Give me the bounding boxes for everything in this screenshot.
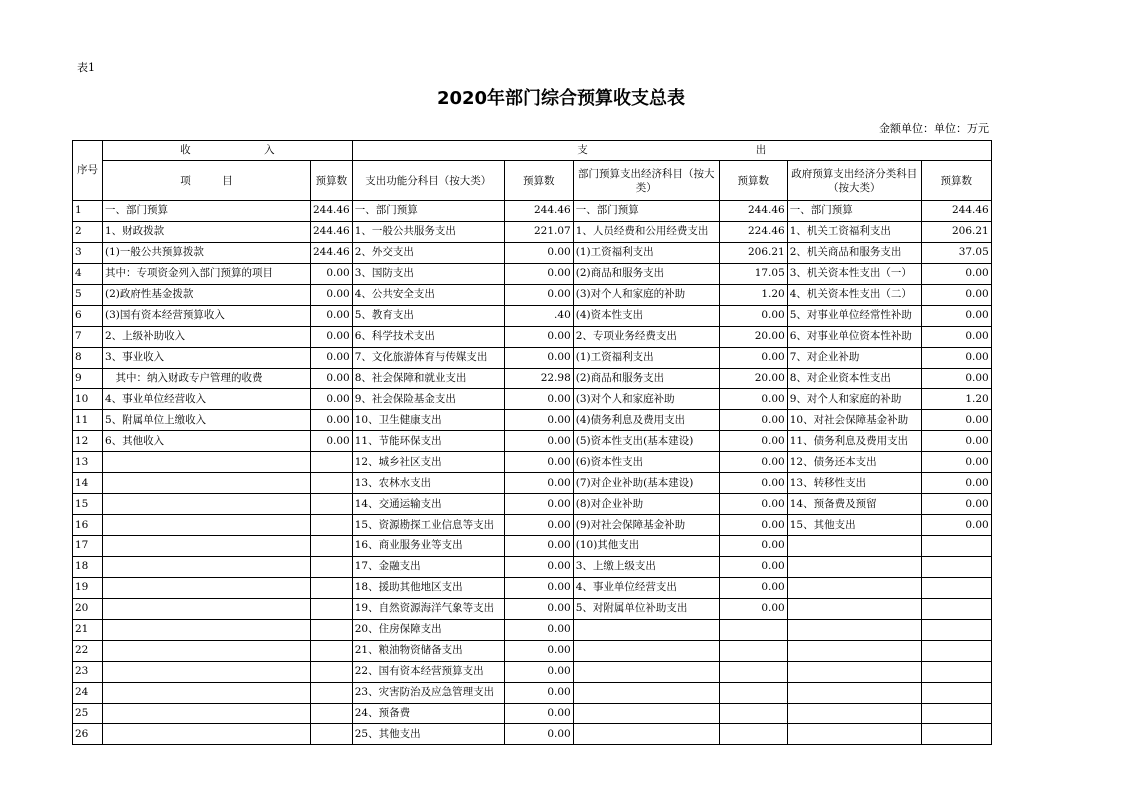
gov-economic-budget-cell bbox=[921, 682, 991, 703]
dept-economic-category-cell: 3、上缴上级支出 bbox=[573, 556, 719, 577]
function-budget-cell: 0.00 bbox=[504, 640, 573, 661]
function-budget-cell: 0.00 bbox=[504, 515, 573, 536]
gov-economic-budget-cell bbox=[921, 703, 991, 724]
income-item-cell bbox=[103, 494, 311, 515]
gov-economic-category-cell bbox=[787, 661, 921, 682]
gov-economic-budget-cell: 0.00 bbox=[921, 515, 991, 536]
row-number-cell: 10 bbox=[73, 389, 103, 410]
dept-economic-category-cell: (3)对个人和家庭补助 bbox=[573, 389, 719, 410]
row-number-cell: 23 bbox=[73, 661, 103, 682]
dept-economic-budget-cell bbox=[719, 619, 787, 640]
dept-economic-budget-cell: 224.46 bbox=[719, 221, 787, 242]
income-budget-cell: 0.00 bbox=[311, 410, 353, 431]
row-number-cell: 2 bbox=[73, 221, 103, 242]
gov-economic-budget-cell: 0.00 bbox=[921, 473, 991, 494]
function-category-cell: 8、社会保障和就业支出 bbox=[352, 368, 504, 389]
dept-economic-category-cell: (7)对企业补助(基本建设) bbox=[573, 473, 719, 494]
dept-economic-category-cell: (10)其他支出 bbox=[573, 536, 719, 557]
dept-economic-category-cell bbox=[573, 661, 719, 682]
income-budget-cell bbox=[311, 661, 353, 682]
dept-economic-budget-cell: 1.20 bbox=[719, 284, 787, 305]
function-category-cell: 12、城乡社区支出 bbox=[352, 452, 504, 473]
row-number-cell: 18 bbox=[73, 556, 103, 577]
income-budget-cell bbox=[311, 452, 353, 473]
row-number-cell: 20 bbox=[73, 598, 103, 619]
dept-economic-budget-cell: 0.00 bbox=[719, 473, 787, 494]
row-number-cell: 14 bbox=[73, 473, 103, 494]
function-budget-cell: 0.00 bbox=[504, 598, 573, 619]
dept-economic-budget-cell: 0.00 bbox=[719, 577, 787, 598]
income-item-cell bbox=[103, 536, 311, 557]
function-budget-cell: 0.00 bbox=[504, 410, 573, 431]
gov-economic-budget-cell bbox=[921, 724, 991, 745]
income-budget-cell: 0.00 bbox=[311, 326, 353, 347]
row-number-cell: 16 bbox=[73, 515, 103, 536]
income-item-cell bbox=[103, 724, 311, 745]
gov-economic-category-cell: 5、对事业单位经常性补助 bbox=[787, 305, 921, 326]
gov-economic-category-cell: 7、对企业补助 bbox=[787, 347, 921, 368]
dept-economic-category-cell: (8)对企业补助 bbox=[573, 494, 719, 515]
gov-economic-budget-cell: 0.00 bbox=[921, 431, 991, 452]
income-item-cell: (1)一般公共预算拨款 bbox=[103, 242, 311, 263]
table-row bbox=[73, 263, 992, 284]
dept-economic-budget-cell bbox=[719, 661, 787, 682]
dept-economic-category-cell: (1)工资福利支出 bbox=[573, 347, 719, 368]
seq-header: 序号 bbox=[73, 141, 103, 201]
gov-economic-budget-cell: 0.00 bbox=[921, 305, 991, 326]
income-budget-cell: 0.00 bbox=[311, 263, 353, 284]
table-row bbox=[73, 536, 992, 557]
function-category-cell: 19、自然资源海洋气象等支出 bbox=[352, 598, 504, 619]
dept-economic-budget-cell: 0.00 bbox=[719, 494, 787, 515]
row-number-cell: 25 bbox=[73, 703, 103, 724]
dept-economic-category-cell: (2)商品和服务支出 bbox=[573, 368, 719, 389]
income-item-cell: 6、其他收入 bbox=[103, 431, 311, 452]
income-item-cell bbox=[103, 703, 311, 724]
function-category-cell: 16、商业服务业等支出 bbox=[352, 536, 504, 557]
income-item-cell bbox=[103, 661, 311, 682]
function-category-cell: 11、节能环保支出 bbox=[352, 431, 504, 452]
table-row bbox=[73, 431, 992, 452]
dept-economic-budget-cell: 0.00 bbox=[719, 598, 787, 619]
income-item-cell bbox=[103, 577, 311, 598]
gov-economic-category-cell bbox=[787, 703, 921, 724]
item-header: 项 目 bbox=[103, 161, 311, 201]
table-row bbox=[73, 452, 992, 473]
budget-header-1: 预算数 bbox=[311, 161, 353, 201]
dept-economic-category-cell: 1、人员经费和公用经费支出 bbox=[573, 221, 719, 242]
budget-header-4: 预算数 bbox=[921, 161, 991, 201]
dept-economic-budget-cell: 20.00 bbox=[719, 368, 787, 389]
gov-economic-budget-cell: 0.00 bbox=[921, 284, 991, 305]
table-row bbox=[73, 556, 992, 577]
function-budget-cell: 0.00 bbox=[504, 682, 573, 703]
dept-economic-category-cell: (3)对个人和家庭的补助 bbox=[573, 284, 719, 305]
gov-economic-budget-cell: 0.00 bbox=[921, 410, 991, 431]
income-item-cell: 其中：纳入财政专户管理的收费 bbox=[103, 368, 311, 389]
gov-economic-category-cell: 6、对事业单位资本性补助 bbox=[787, 326, 921, 347]
table-row bbox=[73, 326, 992, 347]
income-budget-cell: 244.46 bbox=[311, 221, 353, 242]
table-number: 表1 bbox=[77, 61, 95, 74]
function-category-cell: 21、粮油物资储备支出 bbox=[352, 640, 504, 661]
dept-economic-category-cell: 一、部门预算 bbox=[573, 201, 719, 222]
row-number-cell: 13 bbox=[73, 452, 103, 473]
function-category-cell: 5、教育支出 bbox=[352, 305, 504, 326]
function-budget-cell: 0.00 bbox=[504, 347, 573, 368]
gov-economic-category-cell bbox=[787, 598, 921, 619]
gov-economic-category-cell bbox=[787, 724, 921, 745]
function-category-cell: 6、科学技术支出 bbox=[352, 326, 504, 347]
income-budget-cell: 0.00 bbox=[311, 305, 353, 326]
dept-economic-category-cell: 2、专项业务经费支出 bbox=[573, 326, 719, 347]
row-number-cell: 22 bbox=[73, 640, 103, 661]
function-category-cell: 17、金融支出 bbox=[352, 556, 504, 577]
row-number-cell: 6 bbox=[73, 305, 103, 326]
row-number-cell: 7 bbox=[73, 326, 103, 347]
income-item-cell bbox=[103, 473, 311, 494]
table-row bbox=[73, 682, 992, 703]
gov-economic-budget-cell bbox=[921, 556, 991, 577]
gov-economic-category-cell: 一、部门预算 bbox=[787, 201, 921, 222]
function-category-cell: 9、社会保险基金支出 bbox=[352, 389, 504, 410]
row-number-cell: 15 bbox=[73, 494, 103, 515]
function-budget-cell: .40 bbox=[504, 305, 573, 326]
function-budget-cell: 0.00 bbox=[504, 242, 573, 263]
dept-economic-budget-cell bbox=[719, 682, 787, 703]
dept-economic-category-cell bbox=[573, 619, 719, 640]
income-item-cell bbox=[103, 682, 311, 703]
dept-economic-budget-cell: 0.00 bbox=[719, 389, 787, 410]
dept-economic-budget-cell: 0.00 bbox=[719, 347, 787, 368]
gov-economic-category-cell bbox=[787, 556, 921, 577]
function-budget-cell: 0.00 bbox=[504, 473, 573, 494]
income-item-cell: 其中：专项资金列入部门预算的项目 bbox=[103, 263, 311, 284]
budget-header-2: 预算数 bbox=[504, 161, 573, 201]
function-budget-cell: 0.00 bbox=[504, 619, 573, 640]
gov-economic-budget-cell bbox=[921, 577, 991, 598]
gov-economic-category-header: 政府预算支出经济分类科目（按大类） bbox=[787, 161, 921, 201]
dept-economic-budget-cell: 0.00 bbox=[719, 515, 787, 536]
income-item-cell bbox=[103, 556, 311, 577]
budget-header-3: 预算数 bbox=[719, 161, 787, 201]
income-item-cell bbox=[103, 452, 311, 473]
gov-economic-budget-cell: 0.00 bbox=[921, 347, 991, 368]
dept-economic-category-cell: 4、事业单位经营支出 bbox=[573, 577, 719, 598]
dept-economic-budget-cell: 20.00 bbox=[719, 326, 787, 347]
dept-economic-category-cell: 5、对附属单位补助支出 bbox=[573, 598, 719, 619]
income-item-cell: 一、部门预算 bbox=[103, 201, 311, 222]
table-row bbox=[73, 619, 992, 640]
table-row bbox=[73, 473, 992, 494]
function-category-cell: 15、资源勘探工业信息等支出 bbox=[352, 515, 504, 536]
gov-economic-category-cell bbox=[787, 640, 921, 661]
function-budget-cell: 0.00 bbox=[504, 577, 573, 598]
income-item-cell: 1、财政拨款 bbox=[103, 221, 311, 242]
income-item-cell bbox=[103, 640, 311, 661]
gov-economic-budget-cell bbox=[921, 536, 991, 557]
dept-economic-budget-cell: 0.00 bbox=[719, 536, 787, 557]
table-row bbox=[73, 640, 992, 661]
row-number-cell: 17 bbox=[73, 536, 103, 557]
function-category-header: 支出功能分科目（按大类） bbox=[352, 161, 504, 201]
function-budget-cell: 0.00 bbox=[504, 284, 573, 305]
income-budget-cell: 244.46 bbox=[311, 201, 353, 222]
income-budget-cell bbox=[311, 473, 353, 494]
table-row bbox=[73, 305, 992, 326]
function-budget-cell: 0.00 bbox=[504, 326, 573, 347]
table-row bbox=[73, 242, 992, 263]
table-row bbox=[73, 368, 992, 389]
header-row-2 bbox=[73, 161, 992, 201]
gov-economic-category-cell: 10、对社会保障基金补助 bbox=[787, 410, 921, 431]
dept-economic-category-cell: (9)对社会保障基金补助 bbox=[573, 515, 719, 536]
function-category-cell: 2、外交支出 bbox=[352, 242, 504, 263]
function-category-cell: 20、住房保障支出 bbox=[352, 619, 504, 640]
gov-economic-category-cell bbox=[787, 619, 921, 640]
dept-economic-budget-cell: 0.00 bbox=[719, 431, 787, 452]
function-budget-cell: 0.00 bbox=[504, 703, 573, 724]
function-category-cell: 1、一般公共服务支出 bbox=[352, 221, 504, 242]
gov-economic-budget-cell: 0.00 bbox=[921, 263, 991, 284]
function-budget-cell: 0.00 bbox=[504, 556, 573, 577]
function-category-cell: 3、国防支出 bbox=[352, 263, 504, 284]
table-row bbox=[73, 284, 992, 305]
gov-economic-category-cell: 3、机关资本性支出（一） bbox=[787, 263, 921, 284]
dept-economic-category-cell: (6)资本性支出 bbox=[573, 452, 719, 473]
table-row bbox=[73, 724, 992, 745]
income-budget-cell: 244.46 bbox=[311, 242, 353, 263]
expense-header: 支 出 bbox=[352, 141, 991, 161]
gov-economic-budget-cell: 206.21 bbox=[921, 221, 991, 242]
gov-economic-category-cell: 14、预备费及预留 bbox=[787, 494, 921, 515]
row-number-cell: 3 bbox=[73, 242, 103, 263]
income-budget-cell: 0.00 bbox=[311, 284, 353, 305]
table-row bbox=[73, 703, 992, 724]
function-category-cell: 10、卫生健康支出 bbox=[352, 410, 504, 431]
function-budget-cell: 0.00 bbox=[504, 389, 573, 410]
dept-economic-budget-cell: 244.46 bbox=[719, 201, 787, 222]
function-category-cell: 14、交通运输支出 bbox=[352, 494, 504, 515]
table-row bbox=[73, 577, 992, 598]
table-row bbox=[73, 201, 992, 222]
income-item-cell bbox=[103, 619, 311, 640]
function-budget-cell: 0.00 bbox=[504, 724, 573, 745]
row-number-cell: 5 bbox=[73, 284, 103, 305]
function-category-cell: 7、文化旅游体育与传媒支出 bbox=[352, 347, 504, 368]
dept-economic-budget-cell bbox=[719, 640, 787, 661]
income-budget-cell bbox=[311, 703, 353, 724]
row-number-cell: 19 bbox=[73, 577, 103, 598]
function-category-cell: 一、部门预算 bbox=[352, 201, 504, 222]
row-number-cell: 24 bbox=[73, 682, 103, 703]
table-row bbox=[73, 515, 992, 536]
income-budget-cell bbox=[311, 536, 353, 557]
table-row bbox=[73, 410, 992, 431]
dept-economic-category-header: 部门预算支出经济科目（按大类） bbox=[573, 161, 719, 201]
function-budget-cell: 244.46 bbox=[504, 201, 573, 222]
row-number-cell: 9 bbox=[73, 368, 103, 389]
function-category-cell: 25、其他支出 bbox=[352, 724, 504, 745]
income-budget-cell bbox=[311, 515, 353, 536]
dept-economic-category-cell: (5)资本性支出(基本建设) bbox=[573, 431, 719, 452]
income-budget-cell bbox=[311, 724, 353, 745]
income-budget-cell bbox=[311, 640, 353, 661]
function-budget-cell: 22.98 bbox=[504, 368, 573, 389]
dept-economic-category-cell: (4)资本性支出 bbox=[573, 305, 719, 326]
gov-economic-budget-cell: 0.00 bbox=[921, 368, 991, 389]
gov-economic-category-cell: 11、债务利息及费用支出 bbox=[787, 431, 921, 452]
income-item-cell: 4、事业单位经营收入 bbox=[103, 389, 311, 410]
gov-economic-budget-cell: 244.46 bbox=[921, 201, 991, 222]
row-number-cell: 8 bbox=[73, 347, 103, 368]
function-budget-cell: 0.00 bbox=[504, 494, 573, 515]
gov-economic-category-cell: 9、对个人和家庭的补助 bbox=[787, 389, 921, 410]
income-budget-cell: 0.00 bbox=[311, 431, 353, 452]
function-budget-cell: 0.00 bbox=[504, 536, 573, 557]
income-item-cell: (3)国有资本经营预算收入 bbox=[103, 305, 311, 326]
gov-economic-budget-cell: 37.05 bbox=[921, 242, 991, 263]
header-row-1 bbox=[73, 141, 992, 161]
row-number-cell: 1 bbox=[73, 201, 103, 222]
gov-economic-budget-cell bbox=[921, 661, 991, 682]
gov-economic-category-cell: 1、机关工资福利支出 bbox=[787, 221, 921, 242]
dept-economic-category-cell: (4)债务利息及费用支出 bbox=[573, 410, 719, 431]
income-budget-cell: 0.00 bbox=[311, 368, 353, 389]
gov-economic-category-cell: 4、机关资本性支出（二） bbox=[787, 284, 921, 305]
dept-economic-category-cell bbox=[573, 682, 719, 703]
dept-economic-category-cell bbox=[573, 724, 719, 745]
gov-economic-category-cell: 8、对企业资本性支出 bbox=[787, 368, 921, 389]
table-row bbox=[73, 221, 992, 242]
dept-economic-category-cell bbox=[573, 703, 719, 724]
gov-economic-category-cell: 12、债务还本支出 bbox=[787, 452, 921, 473]
table-row bbox=[73, 347, 992, 368]
dept-economic-budget-cell: 0.00 bbox=[719, 452, 787, 473]
row-number-cell: 4 bbox=[73, 263, 103, 284]
dept-economic-category-cell: (1)工资福利支出 bbox=[573, 242, 719, 263]
dept-economic-budget-cell: 206.21 bbox=[719, 242, 787, 263]
function-category-cell: 24、预备费 bbox=[352, 703, 504, 724]
income-budget-cell bbox=[311, 556, 353, 577]
gov-economic-category-cell: 2、机关商品和服务支出 bbox=[787, 242, 921, 263]
dept-economic-category-cell bbox=[573, 640, 719, 661]
function-budget-cell: 0.00 bbox=[504, 431, 573, 452]
function-budget-cell: 0.00 bbox=[504, 452, 573, 473]
amount-unit: 金额单位：单位：万元 bbox=[879, 122, 989, 135]
function-budget-cell: 0.00 bbox=[504, 661, 573, 682]
income-item-cell bbox=[103, 515, 311, 536]
function-category-cell: 4、公共安全支出 bbox=[352, 284, 504, 305]
dept-economic-budget-cell bbox=[719, 724, 787, 745]
gov-economic-budget-cell: 1.20 bbox=[921, 389, 991, 410]
income-item-cell: 3、事业收入 bbox=[103, 347, 311, 368]
page-title: 2020年部门综合预算收支总表 bbox=[436, 88, 686, 109]
income-budget-cell bbox=[311, 494, 353, 515]
table-row bbox=[73, 389, 992, 410]
gov-economic-category-cell: 15、其他支出 bbox=[787, 515, 921, 536]
dept-economic-budget-cell: 0.00 bbox=[719, 556, 787, 577]
function-category-cell: 18、援助其他地区支出 bbox=[352, 577, 504, 598]
income-budget-cell: 0.00 bbox=[311, 347, 353, 368]
gov-economic-category-cell bbox=[787, 682, 921, 703]
budget-summary-table bbox=[72, 140, 992, 745]
gov-economic-budget-cell: 0.00 bbox=[921, 326, 991, 347]
gov-economic-budget-cell bbox=[921, 640, 991, 661]
gov-economic-category-cell bbox=[787, 577, 921, 598]
income-header: 收 入 bbox=[103, 141, 353, 161]
function-budget-cell: 0.00 bbox=[504, 263, 573, 284]
gov-economic-category-cell bbox=[787, 536, 921, 557]
income-budget-cell: 0.00 bbox=[311, 389, 353, 410]
table-row bbox=[73, 494, 992, 515]
row-number-cell: 12 bbox=[73, 431, 103, 452]
table-row bbox=[73, 598, 992, 619]
dept-economic-budget-cell bbox=[719, 703, 787, 724]
gov-economic-budget-cell bbox=[921, 598, 991, 619]
row-number-cell: 21 bbox=[73, 619, 103, 640]
row-number-cell: 26 bbox=[73, 724, 103, 745]
function-budget-cell: 221.07 bbox=[504, 221, 573, 242]
income-budget-cell bbox=[311, 577, 353, 598]
function-category-cell: 23、灾害防治及应急管理支出 bbox=[352, 682, 504, 703]
gov-economic-budget-cell bbox=[921, 619, 991, 640]
function-category-cell: 22、国有资本经营预算支出 bbox=[352, 661, 504, 682]
income-budget-cell bbox=[311, 619, 353, 640]
gov-economic-budget-cell: 0.00 bbox=[921, 494, 991, 515]
function-category-cell: 13、农林水支出 bbox=[352, 473, 504, 494]
income-item-cell bbox=[103, 598, 311, 619]
dept-economic-category-cell: (2)商品和服务支出 bbox=[573, 263, 719, 284]
dept-economic-budget-cell: 0.00 bbox=[719, 305, 787, 326]
income-item-cell: (2)政府性基金拨款 bbox=[103, 284, 311, 305]
income-item-cell: 5、附属单位上缴收入 bbox=[103, 410, 311, 431]
dept-economic-budget-cell: 0.00 bbox=[719, 410, 787, 431]
income-budget-cell bbox=[311, 682, 353, 703]
dept-economic-budget-cell: 17.05 bbox=[719, 263, 787, 284]
income-budget-cell bbox=[311, 598, 353, 619]
gov-economic-category-cell: 13、转移性支出 bbox=[787, 473, 921, 494]
table-row bbox=[73, 661, 992, 682]
gov-economic-budget-cell: 0.00 bbox=[921, 452, 991, 473]
income-item-cell: 2、上级补助收入 bbox=[103, 326, 311, 347]
row-number-cell: 11 bbox=[73, 410, 103, 431]
